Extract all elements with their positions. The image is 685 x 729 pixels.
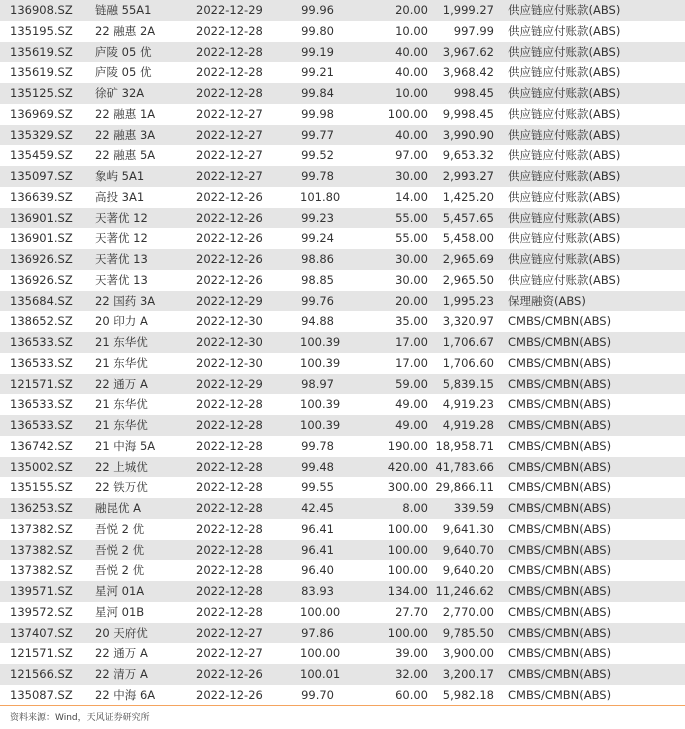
volume-cell: 35.00	[395, 314, 428, 329]
table-row	[0, 21, 685, 42]
trade-date-cell: 2022-12-28	[196, 480, 263, 495]
bond-name-cell: 22 融惠 2A	[95, 23, 156, 38]
amount-cell: 9,640.20	[442, 563, 494, 578]
volume-cell: 97.00	[395, 148, 428, 163]
type-cell: CMBS/CMBN(ABS)	[508, 355, 612, 370]
type-cell: CMBS/CMBN(ABS)	[508, 438, 612, 453]
amount-cell: 5,839.15	[442, 376, 494, 391]
table-row	[0, 498, 685, 519]
trade-date-cell: 2022-12-29	[196, 376, 263, 391]
bond-code-cell: 136901.SZ	[10, 210, 73, 225]
bond-name-cell: 天著优 12	[95, 210, 148, 225]
bond-name-cell: 20 印力 A	[95, 314, 148, 329]
bond-code-cell: 137382.SZ	[10, 521, 73, 536]
amount-cell: 1,706.67	[442, 335, 494, 349]
trade-date-cell: 2022-12-28	[196, 65, 263, 80]
table-row	[0, 457, 685, 478]
bond-name-cell: 22 中海 6A	[95, 687, 156, 702]
amount-cell: 997.99	[453, 23, 494, 38]
bond-name-cell: 21 东华优	[95, 335, 148, 349]
trade-date-cell: 2022-12-27	[196, 106, 263, 121]
table-row	[0, 291, 685, 312]
price-cell: 98.97	[301, 376, 334, 391]
price-cell: 99.24	[301, 231, 334, 246]
amount-cell: 3,320.97	[442, 314, 494, 329]
table-row	[0, 623, 685, 644]
volume-cell: 55.00	[395, 231, 428, 246]
amount-cell: 3,968.42	[442, 65, 494, 80]
type-cell: CMBS/CMBN(ABS)	[508, 501, 612, 515]
price-cell: 42.45	[301, 501, 334, 515]
volume-cell: 20.00	[395, 293, 428, 308]
volume-cell: 49.00	[395, 397, 428, 412]
trade-date-cell: 2022-12-28	[196, 563, 263, 578]
bond-name-cell: 庐陵 05 优	[95, 44, 152, 59]
type-cell: 供应链应付账款(ABS)	[508, 23, 621, 38]
type-cell: CMBS/CMBN(ABS)	[508, 335, 612, 349]
type-cell: CMBS/CMBN(ABS)	[508, 397, 612, 412]
trade-date-cell: 2022-12-28	[196, 584, 263, 598]
bond-code-cell: 135459.SZ	[10, 148, 73, 163]
amount-cell: 339.59	[453, 501, 494, 515]
type-cell: 保理融资(ABS)	[508, 293, 586, 308]
source-note: 资料来源：Wind，天风证券研究所	[10, 713, 150, 723]
table-row	[0, 83, 685, 104]
bond-code-cell: 135684.SZ	[10, 293, 73, 308]
volume-cell: 40.00	[395, 44, 428, 59]
type-cell: 供应链应付账款(ABS)	[508, 231, 621, 246]
amount-cell: 41,783.66	[435, 459, 494, 474]
bond-name-cell: 22 通万 A	[95, 376, 148, 391]
bond-code-cell: 137382.SZ	[10, 542, 73, 557]
trade-date-cell: 2022-12-28	[196, 501, 263, 515]
amount-cell: 998.45	[453, 86, 494, 100]
table-row	[0, 477, 685, 498]
trade-date-cell: 2022-12-30	[196, 335, 263, 349]
volume-cell: 134.00	[387, 584, 428, 598]
volume-cell: 8.00	[402, 501, 428, 515]
price-cell: 99.77	[301, 127, 334, 142]
type-cell: 供应链应付账款(ABS)	[508, 272, 621, 287]
price-cell: 96.41	[301, 542, 334, 557]
volume-cell: 10.00	[395, 23, 428, 38]
volume-cell: 49.00	[395, 418, 428, 432]
volume-cell: 39.00	[395, 646, 428, 661]
trade-date-cell: 2022-12-30	[196, 355, 263, 370]
bond-name-cell: 21 东华优	[95, 397, 148, 412]
table-row	[0, 145, 685, 166]
bond-code-cell: 136533.SZ	[10, 355, 73, 370]
trade-date-cell: 2022-12-27	[196, 169, 263, 183]
bond-name-cell: 吾悦 2 优	[95, 521, 145, 536]
table-row	[0, 394, 685, 415]
type-cell: 供应链应付账款(ABS)	[508, 148, 621, 163]
bond-code-cell: 136533.SZ	[10, 397, 73, 412]
bond-code-cell: 139571.SZ	[10, 584, 73, 598]
bond-code-cell: 137382.SZ	[10, 563, 73, 578]
bond-code-cell: 138652.SZ	[10, 314, 73, 329]
bond-code-cell: 135619.SZ	[10, 44, 73, 59]
table-row	[0, 62, 685, 83]
volume-cell: 40.00	[395, 65, 428, 80]
trade-date-cell: 2022-12-28	[196, 459, 263, 474]
table-row	[0, 249, 685, 270]
volume-cell: 59.00	[395, 376, 428, 391]
table-row	[0, 42, 685, 63]
bond-name-cell: 天著优 12	[95, 231, 148, 246]
bond-code-cell: 135329.SZ	[10, 127, 73, 142]
type-cell: 供应链应付账款(ABS)	[508, 86, 621, 100]
type-cell: CMBS/CMBN(ABS)	[508, 563, 612, 578]
price-cell: 100.00	[300, 646, 341, 661]
price-cell: 99.19	[301, 44, 334, 59]
amount-cell: 9,640.70	[442, 542, 494, 557]
type-cell: 供应链应付账款(ABS)	[508, 189, 621, 204]
table-row	[0, 436, 685, 457]
trade-date-cell: 2022-12-28	[196, 86, 263, 100]
trade-date-cell: 2022-12-26	[196, 272, 263, 287]
bond-name-cell: 天著优 13	[95, 272, 148, 287]
table-row	[0, 581, 685, 602]
amount-cell: 2,993.27	[442, 169, 494, 183]
price-cell: 100.01	[300, 667, 341, 681]
trade-date-cell: 2022-12-29	[196, 293, 263, 308]
amount-cell: 2,770.00	[442, 604, 494, 619]
bond-name-cell: 徐矿 32A	[95, 86, 145, 100]
volume-cell: 17.00	[395, 335, 428, 349]
bond-code-cell: 136639.SZ	[10, 189, 73, 204]
type-cell: CMBS/CMBN(ABS)	[508, 604, 612, 619]
bond-code-cell: 135619.SZ	[10, 65, 73, 80]
table-row	[0, 187, 685, 208]
bond-code-cell: 135125.SZ	[10, 86, 73, 100]
price-cell: 99.21	[301, 65, 334, 80]
table-row	[0, 685, 685, 706]
table-row	[0, 270, 685, 291]
price-cell: 99.80	[301, 23, 334, 38]
volume-cell: 20.00	[395, 3, 428, 17]
volume-cell: 27.70	[395, 604, 428, 619]
price-cell: 99.55	[301, 480, 334, 495]
volume-cell: 55.00	[395, 210, 428, 225]
price-cell: 99.48	[301, 459, 334, 474]
bond-name-cell: 星河 01B	[95, 604, 145, 619]
type-cell: CMBS/CMBN(ABS)	[508, 584, 612, 598]
trade-date-cell: 2022-12-27	[196, 625, 263, 640]
type-cell: CMBS/CMBN(ABS)	[508, 667, 612, 681]
table-row	[0, 602, 685, 623]
bond-name-cell: 融昆优 A	[95, 501, 142, 515]
trade-date-cell: 2022-12-26	[196, 231, 263, 246]
bond-code-cell: 121566.SZ	[10, 667, 73, 681]
volume-cell: 420.00	[387, 459, 428, 474]
amount-cell: 1,706.60	[442, 355, 494, 370]
price-cell: 100.39	[300, 418, 341, 432]
amount-cell: 9,653.32	[442, 148, 494, 163]
amount-cell: 5,982.18	[442, 687, 494, 702]
trade-date-cell: 2022-12-28	[196, 418, 263, 432]
trade-date-cell: 2022-12-26	[196, 189, 263, 204]
amount-cell: 3,990.90	[442, 127, 494, 142]
table-row	[0, 664, 685, 685]
amount-cell: 9,785.50	[442, 625, 494, 640]
table-row	[0, 104, 685, 125]
volume-cell: 100.00	[387, 563, 428, 578]
volume-cell: 30.00	[395, 169, 428, 183]
table-row	[0, 519, 685, 540]
trade-date-cell: 2022-12-30	[196, 314, 263, 329]
bond-name-cell: 天著优 13	[95, 252, 148, 266]
bond-code-cell: 136533.SZ	[10, 418, 73, 432]
bond-code-cell: 121571.SZ	[10, 376, 73, 391]
bond-name-cell: 22 融惠 1A	[95, 106, 156, 121]
type-cell: CMBS/CMBN(ABS)	[508, 314, 612, 329]
bond-code-cell: 135002.SZ	[10, 459, 73, 474]
type-cell: CMBS/CMBN(ABS)	[508, 687, 612, 702]
table-row	[0, 311, 685, 332]
trade-date-cell: 2022-12-28	[196, 542, 263, 557]
trade-date-cell: 2022-12-28	[196, 521, 263, 536]
bond-name-cell: 22 国药 3A	[95, 293, 156, 308]
volume-cell: 17.00	[395, 355, 428, 370]
bond-name-cell: 吾悦 2 优	[95, 563, 145, 578]
amount-cell: 3,200.17	[442, 667, 494, 681]
type-cell: CMBS/CMBN(ABS)	[508, 418, 612, 432]
trade-date-cell: 2022-12-26	[196, 210, 263, 225]
bond-name-cell: 21 东华优	[95, 418, 148, 432]
amount-cell: 9,641.30	[442, 521, 494, 536]
amount-cell: 29,866.11	[435, 480, 494, 495]
amount-cell: 5,457.65	[442, 210, 494, 225]
bond-code-cell: 137407.SZ	[10, 625, 73, 640]
type-cell: CMBS/CMBN(ABS)	[508, 376, 612, 391]
table-row	[0, 560, 685, 581]
amount-cell: 2,965.69	[442, 252, 494, 266]
bond-name-cell: 20 天府优	[95, 625, 148, 640]
type-cell: 供应链应付账款(ABS)	[508, 3, 621, 17]
amount-cell: 1,425.20	[442, 189, 494, 204]
type-cell: CMBS/CMBN(ABS)	[508, 625, 612, 640]
price-cell: 99.98	[301, 106, 334, 121]
trade-date-cell: 2022-12-26	[196, 667, 263, 681]
trade-date-cell: 2022-12-28	[196, 604, 263, 619]
type-cell: CMBS/CMBN(ABS)	[508, 480, 612, 495]
amount-cell: 9,998.45	[442, 106, 494, 121]
bond-code-cell: 121571.SZ	[10, 646, 73, 661]
amount-cell: 3,900.00	[442, 646, 494, 661]
price-cell: 100.39	[300, 335, 341, 349]
bond-code-cell: 139572.SZ	[10, 604, 73, 619]
type-cell: CMBS/CMBN(ABS)	[508, 521, 612, 536]
price-cell: 101.80	[300, 189, 341, 204]
amount-cell: 5,458.00	[442, 231, 494, 246]
bond-code-cell: 136533.SZ	[10, 335, 73, 349]
volume-cell: 30.00	[395, 252, 428, 266]
amount-cell: 1,999.27	[442, 3, 494, 17]
volume-cell: 100.00	[387, 625, 428, 640]
type-cell: 供应链应付账款(ABS)	[508, 65, 621, 80]
bond-name-cell: 链融 55A1	[95, 3, 152, 17]
price-cell: 96.41	[301, 521, 334, 536]
trade-date-cell: 2022-12-27	[196, 646, 263, 661]
amount-cell: 11,246.62	[435, 584, 494, 598]
trade-date-cell: 2022-12-28	[196, 44, 263, 59]
price-cell: 99.70	[301, 687, 334, 702]
bond-name-cell: 22 上城优	[95, 459, 148, 474]
trade-date-cell: 2022-12-27	[196, 148, 263, 163]
type-cell: CMBS/CMBN(ABS)	[508, 542, 612, 557]
trade-date-cell: 2022-12-27	[196, 127, 263, 142]
price-cell: 100.39	[300, 397, 341, 412]
bond-name-cell: 吾悦 2 优	[95, 542, 145, 557]
type-cell: CMBS/CMBN(ABS)	[508, 646, 612, 661]
bond-name-cell: 21 中海 5A	[95, 438, 156, 453]
trade-date-cell: 2022-12-26	[196, 252, 263, 266]
footer-divider	[0, 705, 685, 706]
bond-code-cell: 135097.SZ	[10, 169, 73, 183]
bond-name-cell: 象屿 5A1	[95, 169, 145, 183]
trade-date-cell: 2022-12-28	[196, 438, 263, 453]
price-cell: 99.76	[301, 293, 334, 308]
price-cell: 100.00	[300, 604, 341, 619]
amount-cell: 4,919.23	[442, 397, 494, 412]
volume-cell: 32.00	[395, 667, 428, 681]
price-cell: 94.88	[301, 314, 334, 329]
price-cell: 98.85	[301, 272, 334, 287]
price-cell: 99.23	[301, 210, 334, 225]
bond-code-cell: 136253.SZ	[10, 501, 73, 515]
bond-name-cell: 庐陵 05 优	[95, 65, 152, 80]
table-row	[0, 643, 685, 664]
trade-date-cell: 2022-12-28	[196, 23, 263, 38]
price-cell: 99.78	[301, 169, 334, 183]
amount-cell: 1,995.23	[442, 293, 494, 308]
bond-name-cell: 21 东华优	[95, 355, 148, 370]
bond-code-cell: 135087.SZ	[10, 687, 73, 702]
type-cell: 供应链应付账款(ABS)	[508, 44, 621, 59]
volume-cell: 300.00	[387, 480, 428, 495]
volume-cell: 190.00	[387, 438, 428, 453]
price-cell: 99.96	[301, 3, 334, 17]
trade-date-cell: 2022-12-28	[196, 397, 263, 412]
amount-cell: 4,919.28	[442, 418, 494, 432]
trade-date-cell: 2022-12-26	[196, 687, 263, 702]
bond-name-cell: 星河 01A	[95, 584, 145, 598]
volume-cell: 100.00	[387, 542, 428, 557]
volume-cell: 10.00	[395, 86, 428, 100]
bond-name-cell: 22 融惠 5A	[95, 148, 156, 163]
table-row	[0, 415, 685, 436]
bond-name-cell: 22 清万 A	[95, 667, 148, 681]
table-row	[0, 228, 685, 249]
type-cell: 供应链应付账款(ABS)	[508, 106, 621, 121]
price-cell: 83.93	[301, 584, 334, 598]
bond-code-cell: 136926.SZ	[10, 272, 73, 287]
type-cell: 供应链应付账款(ABS)	[508, 210, 621, 225]
bond-code-cell: 136926.SZ	[10, 252, 73, 266]
table-row	[0, 166, 685, 187]
bond-code-cell: 136969.SZ	[10, 106, 73, 121]
table-row	[0, 374, 685, 395]
bond-code-cell: 136742.SZ	[10, 438, 73, 453]
bond-name-cell: 22 铁万优	[95, 480, 148, 495]
type-cell: 供应链应付账款(ABS)	[508, 127, 621, 142]
table-row	[0, 125, 685, 146]
bond-code-cell: 136901.SZ	[10, 231, 73, 246]
volume-cell: 100.00	[387, 521, 428, 536]
table-row	[0, 332, 685, 353]
table-row	[0, 0, 685, 21]
type-cell: 供应链应付账款(ABS)	[508, 252, 621, 266]
bond-name-cell: 22 融惠 3A	[95, 127, 156, 142]
amount-cell: 2,965.50	[442, 272, 494, 287]
volume-cell: 40.00	[395, 127, 428, 142]
volume-cell: 14.00	[395, 189, 428, 204]
amount-cell: 18,958.71	[435, 438, 494, 453]
price-cell: 100.39	[300, 355, 341, 370]
volume-cell: 30.00	[395, 272, 428, 287]
bond-name-cell: 22 通万 A	[95, 646, 148, 661]
type-cell: 供应链应付账款(ABS)	[508, 169, 621, 183]
table-row	[0, 540, 685, 561]
volume-cell: 100.00	[387, 106, 428, 121]
type-cell: CMBS/CMBN(ABS)	[508, 459, 612, 474]
bond-code-cell: 135195.SZ	[10, 23, 73, 38]
amount-cell: 3,967.62	[442, 44, 494, 59]
price-cell: 99.84	[301, 86, 334, 100]
bond-name-cell: 高投 3A1	[95, 189, 145, 204]
table-row	[0, 208, 685, 229]
price-cell: 96.40	[301, 563, 334, 578]
bond-code-cell: 136908.SZ	[10, 3, 73, 17]
table-row	[0, 353, 685, 374]
trade-date-cell: 2022-12-29	[196, 3, 263, 17]
price-cell: 97.86	[301, 625, 334, 640]
bond-code-cell: 135155.SZ	[10, 480, 73, 495]
price-cell: 99.78	[301, 438, 334, 453]
price-cell: 99.52	[301, 148, 334, 163]
volume-cell: 60.00	[395, 687, 428, 702]
price-cell: 98.86	[301, 252, 334, 266]
